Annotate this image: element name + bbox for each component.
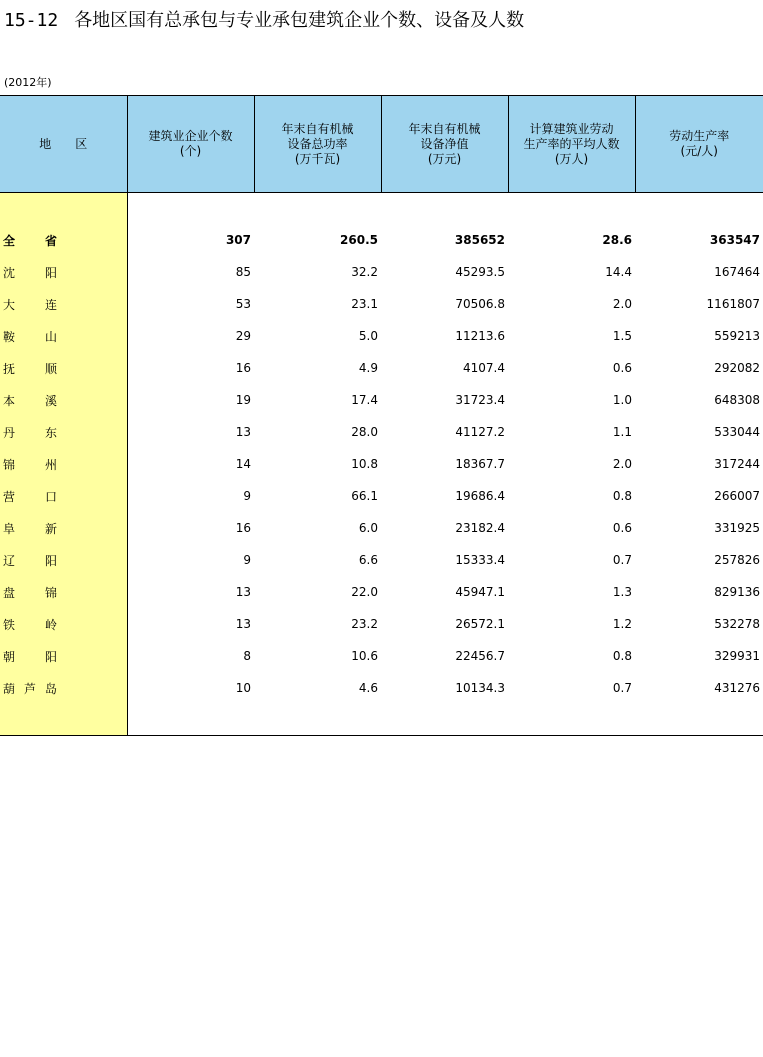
machinery-power-cell: 23.2 [351, 617, 378, 631]
table-body [0, 193, 763, 736]
region-char: 锦 [3, 457, 16, 472]
machinery-net-value-cell: 18367.7 [455, 457, 505, 471]
enterprise-count-cell: 16 [235, 361, 251, 375]
table-row [0, 576, 763, 608]
machinery-power-cell: 32.2 [351, 265, 378, 279]
machinery-net-value-cell: 11213.6 [455, 329, 505, 343]
region-name [0, 416, 127, 448]
labor-productivity-cell: 533044 [714, 425, 760, 439]
labor-productivity-cell: 363547 [709, 233, 760, 247]
region-name [0, 448, 127, 480]
enterprise-count-cell: 9 [243, 489, 251, 503]
machinery-net-value-cell: 22456.7 [455, 649, 505, 663]
machinery-power-cell: 260.5 [340, 233, 378, 247]
enterprise-count-cell: 13 [235, 617, 251, 631]
region-name [0, 224, 127, 256]
region-char: 葫 [3, 681, 16, 696]
region-label [3, 584, 57, 601]
region-char: 沈 [3, 265, 16, 280]
table-row [0, 544, 763, 576]
region-char: 营 [3, 489, 16, 504]
table-row [0, 448, 763, 480]
average-workers-cell: 14.4 [605, 265, 632, 279]
average-workers-cell: 0.6 [612, 361, 632, 375]
enterprise-count-cell: 8 [243, 649, 251, 663]
region-name [0, 544, 127, 576]
region-char: 锦 [44, 585, 57, 600]
machinery-power-cell: 4.9 [358, 361, 378, 375]
header-labor-productivity: 劳动生产率 (元/人) [635, 96, 763, 193]
table-row-total [0, 224, 763, 256]
table-row [0, 480, 763, 512]
labor-productivity-cell: 167464 [714, 265, 760, 279]
region-char: 辽 [3, 553, 16, 568]
region-char: 大 [3, 297, 16, 312]
region-name [0, 640, 127, 672]
enterprise-count-cell: 19 [235, 393, 251, 407]
region-char: 全 [3, 233, 16, 248]
enterprise-count-cell: 29 [235, 329, 251, 343]
machinery-power-cell: 17.4 [351, 393, 378, 407]
region-char: 盘 [3, 585, 16, 600]
machinery-net-value-cell: 70506.8 [455, 297, 505, 311]
region-label [3, 456, 57, 473]
spacer-row [0, 704, 763, 736]
region-name [0, 672, 127, 704]
region-char: 岛 [44, 681, 57, 696]
labor-productivity-cell: 329931 [714, 649, 760, 663]
region-char: 朝 [3, 649, 16, 664]
region-label [3, 648, 57, 665]
table-row [0, 352, 763, 384]
region-name [0, 352, 127, 384]
header-row [0, 96, 763, 193]
region-char: 连 [44, 297, 57, 312]
machinery-power-cell: 10.6 [351, 649, 378, 663]
enterprise-count-cell: 85 [235, 265, 251, 279]
region-char: 溪 [44, 393, 57, 408]
region-name [0, 512, 127, 544]
average-workers-cell: 28.6 [602, 233, 632, 247]
region-char: 东 [44, 425, 57, 440]
region-name [0, 576, 127, 608]
machinery-net-value-cell: 4107.4 [463, 361, 505, 375]
statistics-table [0, 95, 763, 736]
machinery-net-value-cell: 45293.5 [455, 265, 505, 279]
average-workers-cell: 1.1 [612, 425, 632, 439]
region-char: 抚 [3, 361, 16, 376]
enterprise-count-cell: 9 [243, 553, 251, 567]
table-row [0, 608, 763, 640]
labor-productivity-cell: 257826 [714, 553, 760, 567]
region-label [3, 392, 57, 409]
labor-productivity-cell: 266007 [714, 489, 760, 503]
table-row [0, 512, 763, 544]
machinery-net-value-cell: 45947.1 [455, 585, 505, 599]
region-label [3, 328, 57, 345]
region-char: 省 [44, 233, 57, 248]
region-char: 芦 [23, 681, 36, 696]
enterprise-count-cell: 307 [225, 233, 251, 247]
machinery-net-value-cell: 26572.1 [455, 617, 505, 631]
region-char: 鞍 [3, 329, 16, 344]
average-workers-cell: 0.7 [612, 681, 632, 695]
machinery-net-value-cell: 385652 [454, 233, 505, 247]
region-label [3, 296, 57, 313]
region-name [0, 256, 127, 288]
region-char: 阳 [44, 649, 57, 664]
machinery-power-cell: 6.0 [358, 521, 378, 535]
region-char: 口 [44, 489, 57, 504]
average-workers-cell: 1.5 [612, 329, 632, 343]
machinery-power-cell: 23.1 [351, 297, 378, 311]
enterprise-count-cell: 53 [235, 297, 251, 311]
average-workers-cell: 2.0 [612, 457, 632, 471]
region-char: 顺 [44, 361, 57, 376]
table-row [0, 416, 763, 448]
average-workers-cell: 0.8 [612, 489, 632, 503]
region-label [3, 232, 57, 249]
table-row [0, 640, 763, 672]
labor-productivity-cell: 559213 [714, 329, 760, 343]
table-row [0, 384, 763, 416]
enterprise-count-cell: 13 [235, 425, 251, 439]
average-workers-cell: 0.8 [612, 649, 632, 663]
header-enterprise-count: 建筑业企业个数 (个) [127, 96, 254, 193]
table-number: 15-12 [4, 10, 59, 31]
labor-productivity-cell: 431276 [714, 681, 760, 695]
machinery-power-cell: 22.0 [351, 585, 378, 599]
region-char: 阳 [44, 553, 57, 568]
header-machinery-power: 年末自有机械 设备总功率 (万千瓦) [254, 96, 381, 193]
machinery-net-value-cell: 19686.4 [455, 489, 505, 503]
header-machinery-net-value: 年末自有机械 设备净值 (万元) [381, 96, 508, 193]
machinery-power-cell: 28.0 [351, 425, 378, 439]
region-label [3, 552, 57, 569]
page-title [4, 6, 524, 32]
machinery-net-value-cell: 15333.4 [455, 553, 505, 567]
average-workers-cell: 0.7 [612, 553, 632, 567]
labor-productivity-cell: 532278 [714, 617, 760, 631]
enterprise-count-cell: 16 [235, 521, 251, 535]
machinery-power-cell: 66.1 [351, 489, 378, 503]
machinery-net-value-cell: 41127.2 [455, 425, 505, 439]
year-note: (2012年) [4, 76, 52, 89]
machinery-power-cell: 10.8 [351, 457, 378, 471]
region-label [3, 616, 57, 633]
region-char: 山 [44, 329, 57, 344]
labor-productivity-cell: 317244 [714, 457, 760, 471]
region-char: 本 [3, 393, 16, 408]
average-workers-cell: 2.0 [612, 297, 632, 311]
average-workers-cell: 1.2 [612, 617, 632, 631]
enterprise-count-cell: 14 [235, 457, 251, 471]
enterprise-count-cell: 10 [235, 681, 251, 695]
machinery-net-value-cell: 31723.4 [455, 393, 505, 407]
region-char: 州 [44, 457, 57, 472]
machinery-power-cell: 4.6 [358, 681, 378, 695]
table-title: 各地区国有总承包与专业承包建筑企业个数、设备及人数 [74, 10, 525, 31]
region-name [0, 608, 127, 640]
header-average-workers: 计算建筑业劳动 生产率的平均人数 (万人) [508, 96, 635, 193]
region-char: 岭 [44, 617, 57, 632]
machinery-power-cell: 5.0 [358, 329, 378, 343]
average-workers-cell: 0.6 [612, 521, 632, 535]
table-row [0, 320, 763, 352]
region-char: 阳 [44, 265, 57, 280]
region-label [3, 424, 57, 441]
region-char: 阜 [3, 521, 16, 536]
header-region: 地 区 [0, 96, 127, 193]
region-name [0, 320, 127, 352]
region-label [3, 680, 57, 697]
enterprise-count-cell: 13 [235, 585, 251, 599]
region-name [0, 384, 127, 416]
region-label [3, 360, 57, 377]
region-name [0, 480, 127, 512]
table-row [0, 672, 763, 704]
machinery-net-value-cell: 23182.4 [455, 521, 505, 535]
average-workers-cell: 1.0 [612, 393, 632, 407]
labor-productivity-cell: 829136 [714, 585, 760, 599]
labor-productivity-cell: 1161807 [706, 297, 760, 311]
spacer-row [0, 193, 763, 225]
region-name [0, 288, 127, 320]
region-char: 铁 [3, 617, 16, 632]
region-char: 新 [44, 521, 57, 536]
region-label [3, 264, 57, 281]
average-workers-cell: 1.3 [612, 585, 632, 599]
table-row [0, 256, 763, 288]
labor-productivity-cell: 292082 [714, 361, 760, 375]
region-char: 丹 [3, 425, 16, 440]
machinery-power-cell: 6.6 [358, 553, 378, 567]
region-label [3, 488, 57, 505]
machinery-net-value-cell: 10134.3 [455, 681, 505, 695]
table-row [0, 288, 763, 320]
labor-productivity-cell: 648308 [714, 393, 760, 407]
labor-productivity-cell: 331925 [714, 521, 760, 535]
region-label [3, 520, 57, 537]
